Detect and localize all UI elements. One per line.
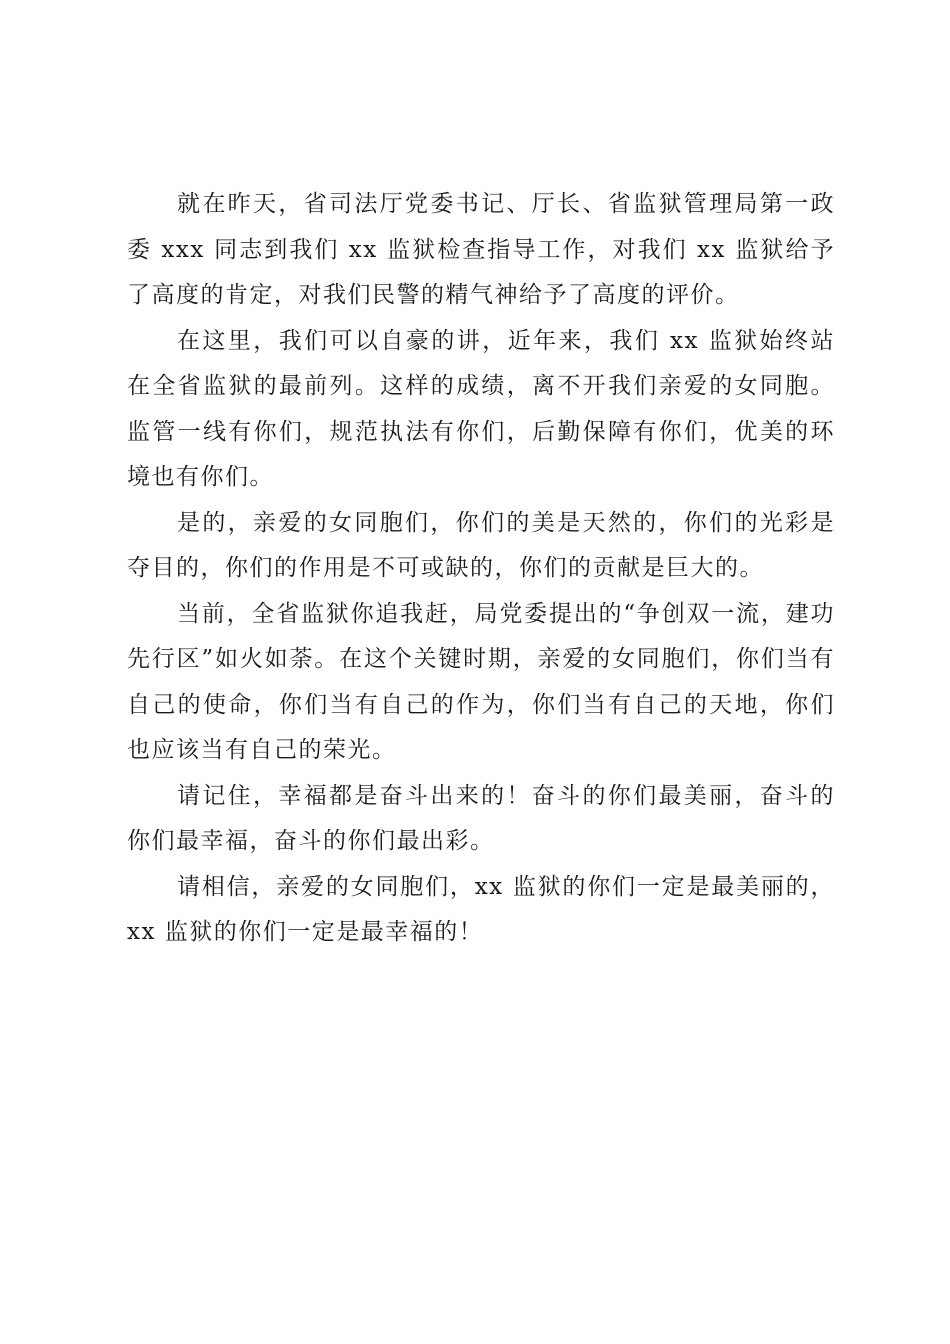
paragraph-6: 请相信，亲爱的女同胞们，xx 监狱的你们一定是最美丽的，xx 监狱的你们一定是最幸福的！	[127, 873, 835, 945]
paragraph-2: 在这里，我们可以自豪的讲，近年来，我们 xx 监狱始终站在全省监狱的最前列。这样的成绩，离不开我们亲爱的女同胞。监管一线有你们，规范执法有你们，后勤保障有你们，优美的环境也有你们。	[127, 327, 835, 490]
paragraph-3: 是的，亲爱的女同胞们，你们的美是天然的，你们的光彩是夺目的，你们的作用是不可或缺的，你们的贡献是巨大的。	[127, 509, 835, 581]
paragraph-5: 请记住，幸福都是奋斗出来的！奋斗的你们最美丽，奋斗的你们最幸福，奋斗的你们最出彩。	[127, 782, 835, 854]
paragraph-4: 当前，全省监狱你追我赶，局党委提出的“争创双一流，建功先行区”如火如荼。在这个关键时期，亲爱的女同胞们，你们当有自己的使命，你们当有自己的作为，你们当有自己的天地，你们也应该当有自己的荣光。	[127, 600, 835, 763]
document-body	[127, 182, 835, 956]
paragraph-1: 就在昨天，省司法厅党委书记、厅长、省监狱管理局第一政委 xxx 同志到我们 xx 监狱检查指导工作，对我们 xx 监狱给予了高度的肯定，对我们民警的精气神给予了高度的评价。	[127, 191, 835, 308]
